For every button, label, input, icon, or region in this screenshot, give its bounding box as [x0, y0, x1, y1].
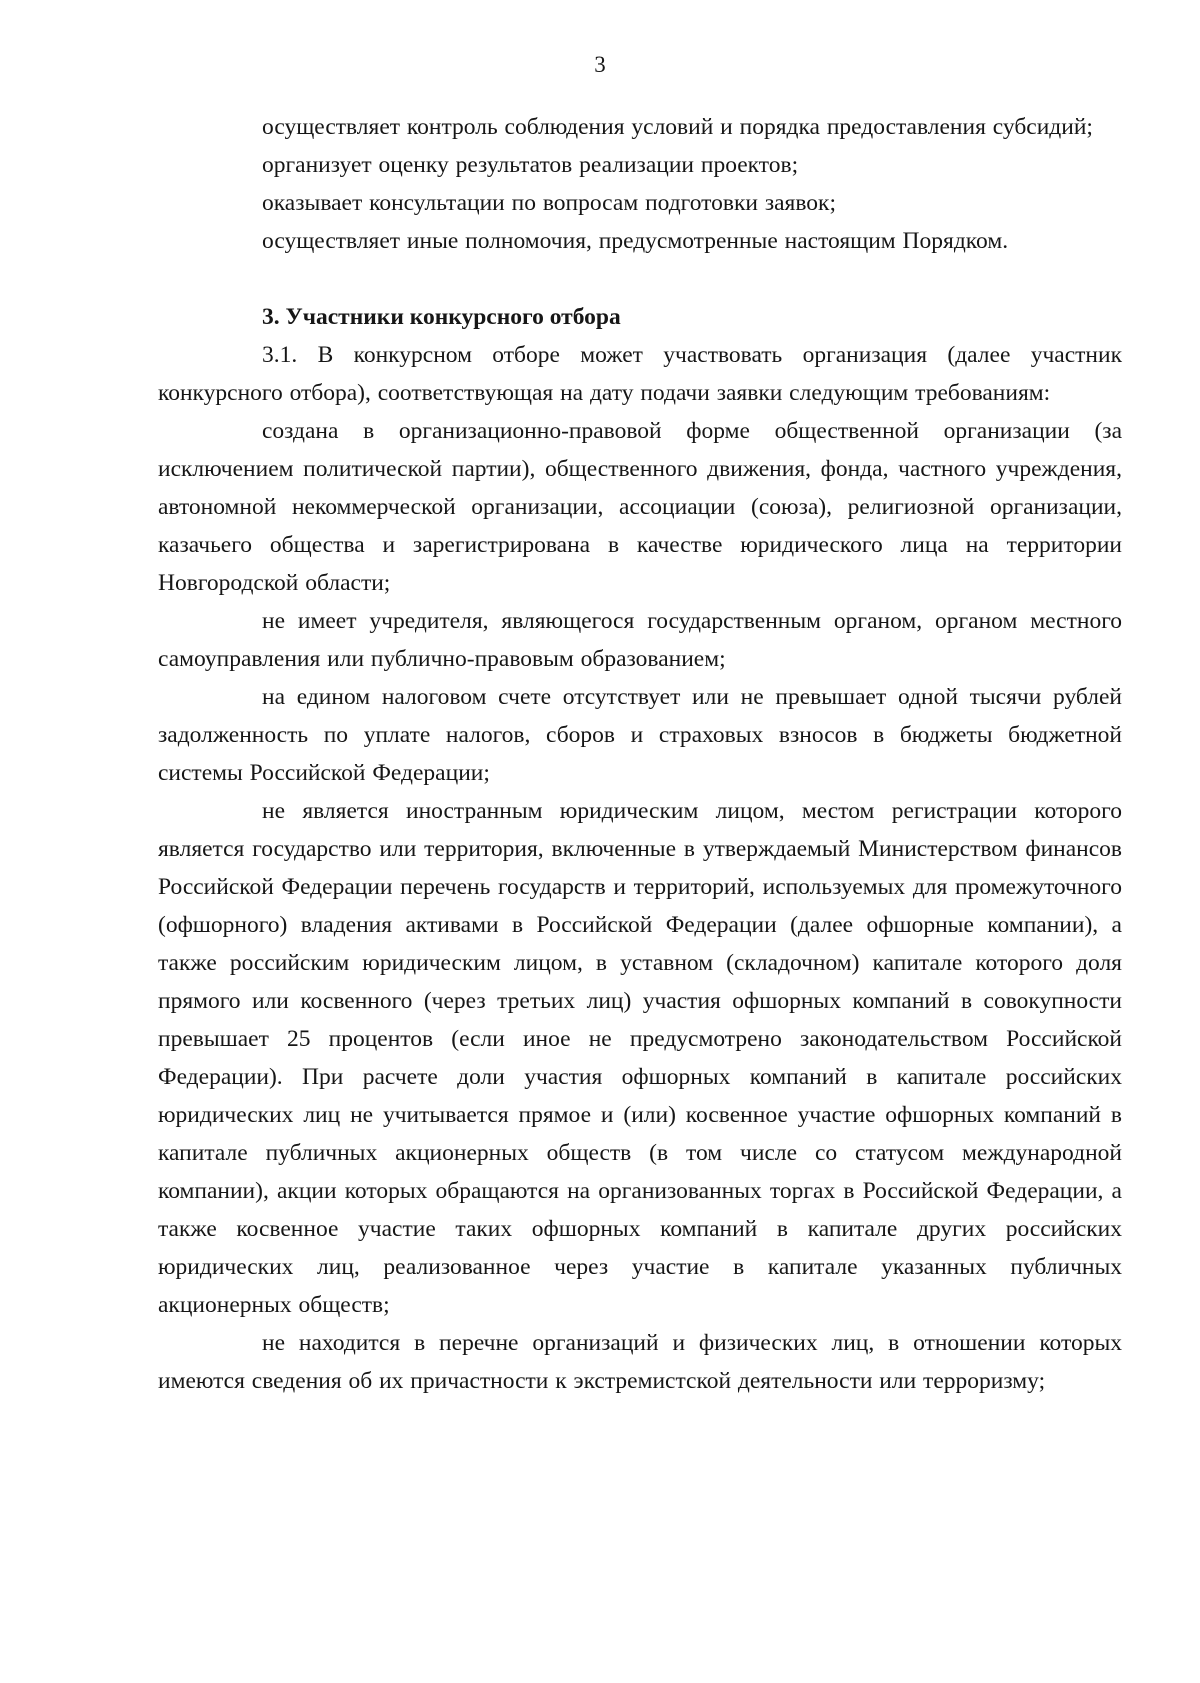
document-content: [158, 108, 1122, 1400]
paragraph: осуществляет контроль соблюдения условий и порядка предоставления субсидий;: [262, 114, 1093, 140]
section-heading: 3. Участники конкурсного отбора: [262, 304, 621, 330]
paragraph: не имеет учредителя, являющегося государственным органом, органом местного самоуправления или публично-правовым образованием;: [158, 608, 1122, 672]
page-number: 3: [594, 52, 606, 77]
paragraph: создана в организационно-правовой форме общественной организации (за исключением политической партии), общественного движения, фонда, частного учреждения, автономной некоммерческой организации, ассоциации (союза), религиозной организации, казачьего общества и зарегистрирована в качестве юридического лица на территории Новгородской области;: [158, 418, 1122, 596]
paragraph: осуществляет иные полномочия, предусмотренные настоящим Порядком.: [262, 228, 1009, 254]
paragraph: организует оценку результатов реализации проектов;: [262, 152, 799, 178]
paragraph: 3.1. В конкурсном отборе может участвовать организация (далее участник конкурсного отбора), соответствующая на дату подачи заявки следующим требованиям:: [158, 342, 1122, 406]
paragraph: не находится в перечне организаций и физических лиц, в отношении которых имеются сведения об их причастности к экстремистской деятельности или терроризму;: [158, 1330, 1122, 1394]
paragraph: оказывает консультации по вопросам подготовки заявок;: [262, 190, 837, 216]
paragraph: не является иностранным юридическим лицом, местом регистрации которого является государство или территория, включенные в утверждаемый Министерством финансов Российской Федерации перечень государств и территорий, используемых для промежуточного (офшорного) владения активами в Российской Федерации (далее офшорные компании), а также российским юридическим лицом, в уставном (складочном) капитале которого доля прямого или косвенного (через третьих лиц) участия офшорных компаний в совокупности превышает 25 процентов (если иное не предусмотрено законодательством Российской Федерации). При расчете доли участия офшорных компаний в капитале российских юридических лиц не учитывается прямое и (или) косвенное участие офшорных компаний в капитале публичных акционерных обществ (в том числе со статусом международной компании), акции которых обращаются на организованных торгах в Российской Федерации, а также косвенное участие таких офшорных компаний в капитале других российских юридических лиц, реализованное через участие в капитале указанных публичных акционерных обществ;: [158, 798, 1122, 1318]
paragraph: на едином налоговом счете отсутствует или не превышает одной тысячи рублей задолженность по уплате налогов, сборов и страховых взносов в бюджеты бюджетной системы Российской Федерации;: [158, 684, 1122, 786]
